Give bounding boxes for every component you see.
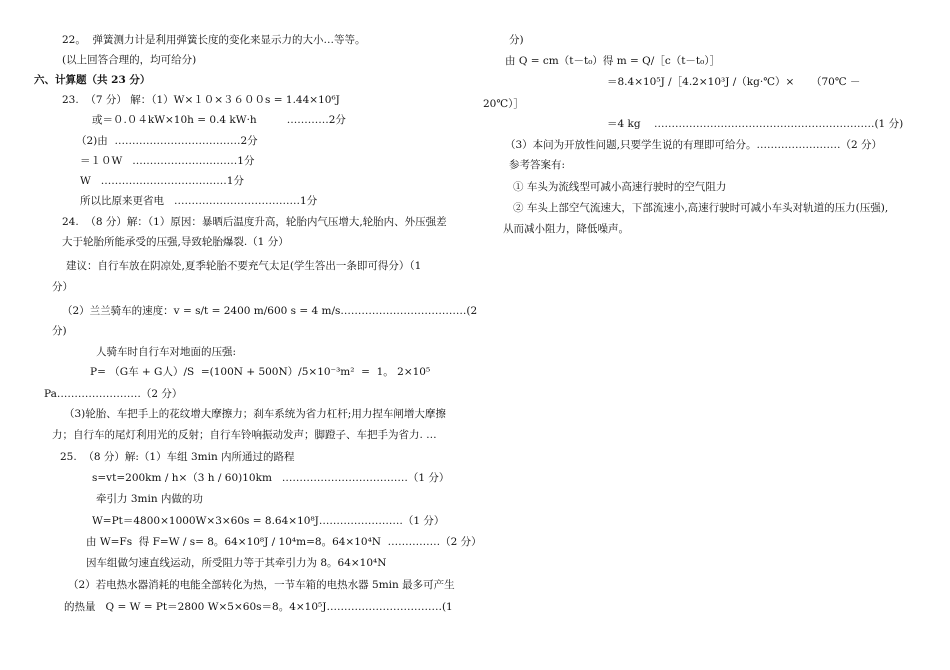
text-line: （3)轮胎、车把手上的花纹增大摩擦力；刹车系统为省力杠杆;用力捏车闸增大摩擦: [64, 408, 446, 420]
text-line: ＝１０W …………………………1分: [80, 155, 255, 167]
text-line: 建议：自行车放在阴凉处,夏季轮胎不要充气太足(学生答出一条即可得分）（1: [66, 260, 422, 272]
text-line: 20℃）］: [483, 98, 524, 110]
text-line: 大于轮胎所能承受的压强,导致轮胎爆裂.（1 分）: [62, 236, 289, 248]
text-line: 所以比原来更省电 ………………………………1分: [80, 195, 318, 207]
text-line: （3）本问为开放性问题,只要学生说的有理即可给分。……………………（2 分）: [505, 139, 883, 151]
text-line: 因车组做匀速直线运动，所受阻力等于其牵引力为 8。64×10⁴N: [86, 557, 387, 569]
section-heading: 六、计算题（共 23 分）: [34, 74, 151, 86]
text-line: P= （G车 + G人）/S =(100N + 500N）/5×10⁻³m² = 1。 2×10⁵: [90, 366, 431, 378]
text-line: ① 车头为流线型可减小高速行驶时的空气阻力: [513, 181, 727, 193]
text-line: Pa……………………（2 分）: [44, 388, 183, 400]
text-line: 由 W=Fs 得 F=W / s= 8。64×10⁸J / 10⁴m=8。64×10⁴N ……………（2 分）: [86, 536, 482, 548]
text-line: 参考答案有:: [509, 159, 566, 171]
text-line: 分): [52, 325, 67, 337]
text-line: 从而减小阻力，降低噪声。: [503, 223, 629, 235]
text-line: （2)由 ………………………………2分: [76, 135, 258, 147]
text-line: （2）兰兰骑车的速度：v = s/t = 2400 m/600 s = 4 m/s………………………………(2: [62, 305, 478, 317]
text-line: 的热量 Q = W = Pt＝2800 W×5×60s＝8。4×10⁵J……………………………(1: [64, 601, 453, 613]
text-line: ② 车头上部空气流速大，下部流速小,高速行驶时可减小车头对轨道的压力(压强),: [513, 202, 889, 214]
text-line: 由 Q = cm（t－t₀）得 m = Q/［c（t－t₀）］: [505, 55, 721, 67]
text-line: 22。 弹簧测力计是利用弹簧长度的变化来显示力的大小…等等。: [62, 34, 366, 46]
text-line: 或＝０.０４kW×10h = 0.4 kW·h …………2分: [92, 114, 346, 126]
text-line: ＝4 kg ………………………………………………………(1 分): [607, 118, 904, 130]
text-line: 23. （7 分） 解：（1）W×１０×３６００s = 1.44×10⁶J: [62, 94, 340, 106]
text-line: 力；自行车的尾灯利用光的反射；自行车铃响振动发声；脚蹬子、车把手为省力. …: [52, 429, 437, 441]
text-line: 25. （8 分）解:（1）车组 3min 内所通过的路程: [60, 451, 295, 463]
text-line: (以上回答合理的，均可给分): [62, 54, 197, 66]
text-line: 分）: [52, 281, 73, 293]
text-line: W=Pt＝4800×1000W×3×60s = 8.64×10⁸J……………………（1 分）: [92, 515, 445, 527]
text-line: W ………………………………1分: [80, 175, 244, 187]
text-line: （2）若电热水器消耗的电能全部转化为热，一节车箱的电热水器 5min 最多可产生: [68, 579, 455, 591]
text-line: 24. （8 分）解：（1）原因：暴晒后温度升高，轮胎内气压增大,轮胎内、外压强差: [62, 216, 447, 228]
text-line: ＝8.4×10⁵J /［4.2×10³J /（kg·℃）× （70℃ －: [607, 76, 861, 88]
text-line: 人骑车时自行车对地面的压强:: [96, 346, 237, 358]
text-line: 牵引力 3min 内做的功: [96, 493, 203, 505]
text-line: 分): [509, 34, 524, 46]
text-line: s=vt=200km / h×（3 h / 60)10km ………………………………（1 分）: [92, 472, 450, 484]
